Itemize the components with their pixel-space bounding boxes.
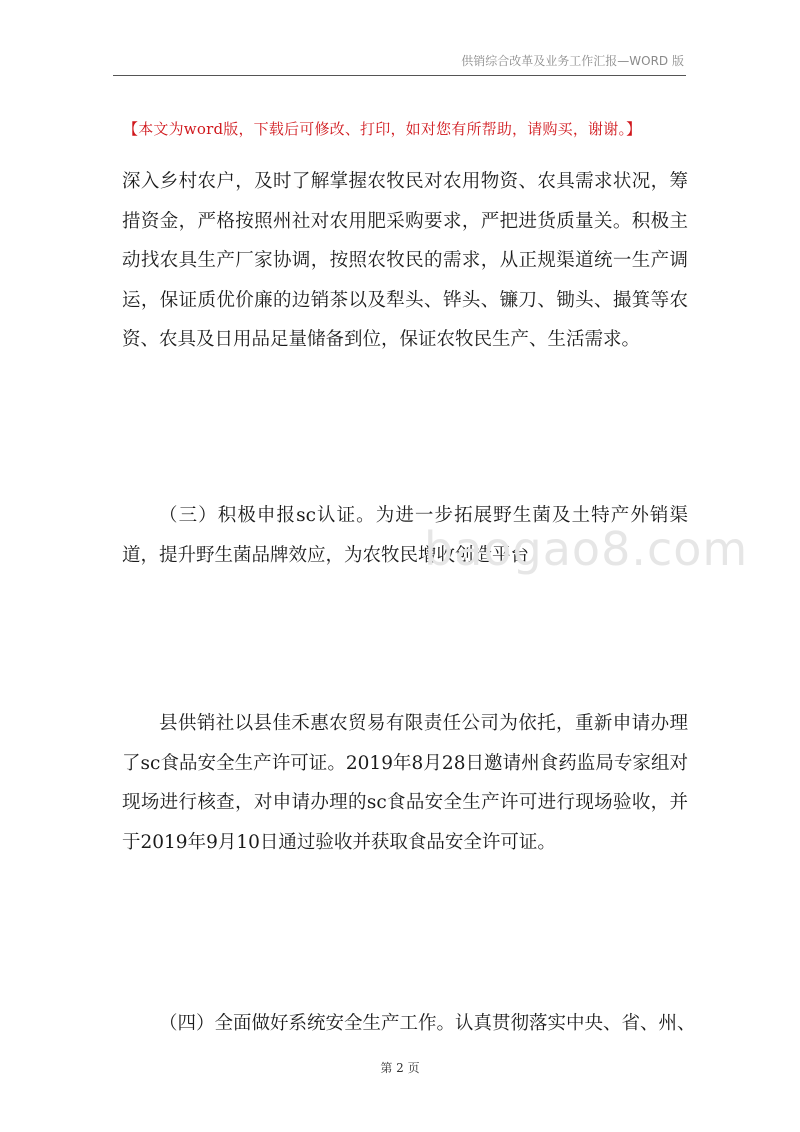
page-number: 第 2 页 [380,1061,420,1075]
paragraph-2: （三）积极申报sc认证。为进一步拓展野生菌及土特产外销渠道，提升野生菌品牌效应，为农牧民增收创造平台 [122,505,688,566]
purchase-notice: 【本文为word版，下载后可修改、打印，如对您有所帮助，请购买，谢谢。】 [123,120,642,138]
header-title: 供销综合改革及业务工作汇报—WORD 版 [461,54,684,68]
paragraph-1: 深入乡村农户，及时了解掌握农牧民对农用物资、农具需求状况，筹措资金，严格按照州社对农用肥采购要求，严把进货质量关。积极主动找农具生产厂家协调，按照农牧民的需求，从正规渠道统一生产调运，保证质优价廉的边销茶以及犁头、铧头、镰刀、锄头、撮箕等农资、农具及日用品足量储备到位，保证农牧民生产、生活需求。 [122,171,688,350]
watermark: baogao8.com [424,522,749,576]
paragraph-3: 县供销社以县佳禾惠农贸易有限责任公司为依托，重新申请办理了sc食品安全生产许可证。2019年8月28日邀请州食药监局专家组对现场进行核查，对申请办理的sc食品安全生产许可进行现场验收，并于2019年9月10日通过验收并获取食品安全许可证。 [122,713,688,853]
paragraph-4: （四）全面做好系统安全生产工作。认真贯彻落实中央、省、州、 [159,1013,696,1034]
header-divider [113,75,686,76]
